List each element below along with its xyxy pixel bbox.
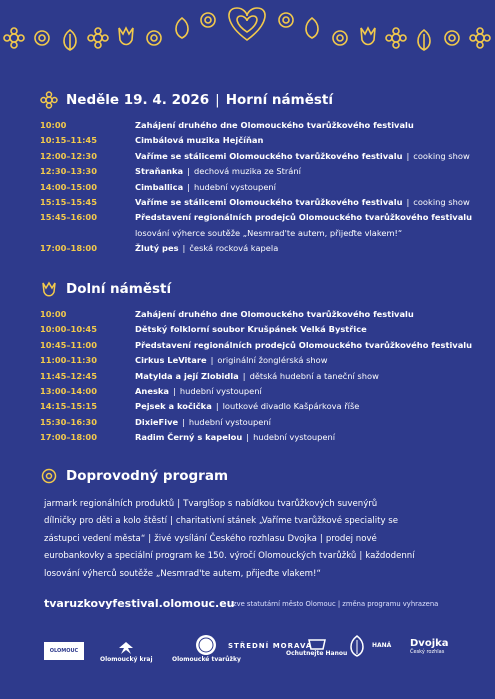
program-line (44, 566, 471, 583)
event-name: Pejsek a kočička (135, 401, 212, 412)
tulip-icon (119, 28, 133, 45)
dvojka-logo: Dvojka Český rozhlas (410, 638, 449, 655)
program-item: eurobankovky a speciální program ke 150. výročí Olomouckých tvarůžků (44, 551, 357, 562)
flower-icon (88, 28, 108, 48)
program-item: jarmark regionálních produktů (44, 499, 175, 509)
olomoucky-kraj-logo: Olomoucký kraj (100, 640, 153, 663)
separator: | (359, 551, 363, 562)
event-time: 14:15–15:15 (40, 401, 97, 412)
program-item: dílničky pro děti a kolo štěstí (44, 516, 167, 527)
separator: | (210, 355, 214, 366)
event-time: 10:15–11:45 (40, 135, 97, 146)
event-name: Aneska (135, 386, 170, 397)
event-description: cooking show (413, 197, 470, 208)
event-name: Cimbálová muzika Hejčíňan (135, 135, 264, 146)
program-item: losování výherců soutěže „Nesmrad'te autem, přijeďte vlakem!“ (44, 568, 321, 579)
separator: | (169, 516, 173, 527)
event-name: Cimballica (135, 181, 184, 192)
schedule-row (40, 195, 471, 210)
program-line (44, 531, 471, 548)
program-description (44, 496, 471, 583)
event-name: Cirkus LeVitare (135, 355, 207, 366)
schedule-list (40, 118, 471, 257)
flower-icon (333, 31, 347, 45)
seal-icon (195, 634, 217, 656)
flower-icon (201, 13, 215, 27)
schedule-row (40, 118, 471, 133)
event-name: Představení regionálních prodejců Olomouckého tvarůžkového festivalu (135, 339, 473, 350)
event-name: Vaříme se stálicemi Olomouckého tvarůžkového festivalu (135, 150, 403, 161)
event-time: 12:30–13:30 (40, 166, 97, 177)
separator: | (187, 181, 190, 192)
schedule-row (40, 307, 471, 322)
event-time: 15:30–16:30 (40, 416, 97, 427)
sponsor-logos (0, 630, 495, 678)
event-name: Zahájení druhého dne Olomouckého tvarůžkového festivalu (135, 309, 414, 319)
program-line (44, 548, 471, 565)
event-time: 17:00–18:00 (40, 243, 97, 254)
event-time: 10:00 (40, 120, 67, 130)
leaf-icon (306, 18, 318, 38)
schedule-row (40, 241, 471, 256)
footer-note: zve statutární město Olomouc | změna programu vyhrazena (233, 600, 439, 608)
event-time: 11:00–11:30 (40, 355, 97, 366)
flower-icon (40, 91, 58, 109)
schedule-row (40, 133, 471, 148)
section-date: Neděle 19. 4. 2026 (66, 92, 210, 108)
flower-icon (386, 28, 406, 48)
program-item: každodenní (365, 551, 415, 562)
event-description: originální žonglérská show (217, 355, 328, 366)
program-line (44, 496, 471, 513)
event-time: 12:00–12:30 (40, 150, 97, 161)
schedule-row (40, 180, 471, 195)
flower-icon (470, 28, 490, 48)
program-item: charitativní stánek „Vaříme tvarůžkové speciality se (175, 516, 399, 527)
eagle-icon (115, 640, 137, 656)
schedule-row (40, 399, 471, 414)
separator: | (182, 243, 186, 254)
event-description: losování výherce soutěže „Nesmrad'te autem, přijeďte vlakem!“ (135, 227, 403, 238)
schedule-row (40, 322, 471, 337)
tulip-icon (361, 28, 375, 45)
separator: | (177, 499, 181, 509)
program-item: zástupci vedení města“ (44, 533, 146, 544)
event-time: 15:45–16:00 (40, 212, 97, 223)
separator: | (246, 432, 250, 443)
event-name: Radim Černý s kapelou (135, 432, 243, 443)
section-place: Horní náměstí (225, 92, 333, 108)
separator: | (319, 533, 323, 544)
schedule-row (40, 210, 471, 225)
tulip-icon (40, 280, 58, 298)
ochutnejte-hanou-logo: Ochutnejte Hanou (286, 638, 347, 657)
event-name: Žlutý pes (135, 243, 179, 254)
program-item: živé vysílání Českého rozhlasu Dvojka (154, 533, 317, 544)
flower-icon (40, 467, 58, 485)
event-name: Zahájení druhého dne Olomouckého tvarůžkového festivalu (135, 120, 414, 130)
flower-icon (147, 31, 161, 45)
pot-icon (306, 638, 328, 650)
event-description: česká rocková kapela (189, 243, 279, 254)
event-name: Vaříme se stálicemi Olomouckého tvarůžkového festivalu (135, 197, 403, 208)
event-name: DixieFive (135, 416, 179, 427)
event-description: cooking show (413, 150, 470, 161)
separator: | (406, 150, 410, 161)
olomouc-logo: OLOMOUC (44, 642, 84, 660)
section-title (40, 279, 471, 299)
event-time: 17:00–18:00 (40, 432, 97, 443)
program-section (44, 466, 471, 583)
event-description: loutkové divadlo Kašpárkova říše (222, 401, 360, 412)
event-description: hudební vystoupení (188, 416, 271, 427)
schedule-row (40, 149, 471, 164)
program-item: Tvarglšop s nabídkou tvarůžkových suvenýrů (183, 499, 378, 509)
event-time: 15:15–15:45 (40, 197, 97, 208)
event-description: dětská hudební a taneční show (249, 370, 379, 381)
hana-logo (346, 634, 368, 658)
event-name: Straňanka (135, 166, 184, 177)
schedule-row (40, 415, 471, 430)
decorative-ornament-band (0, 0, 495, 54)
hana-logo-text: HANÁ (372, 642, 392, 649)
tvaruzky-logo: Olomoucké tvarůžky (172, 634, 241, 663)
leaf-icon (418, 30, 430, 50)
schedule-row (40, 353, 471, 368)
event-time: 10:45–11:00 (40, 339, 97, 350)
schedule-row (40, 430, 471, 445)
flower-icon (35, 31, 49, 45)
schedule-row (40, 164, 471, 179)
event-name: Matylda a její Zlobidla (135, 370, 239, 381)
event-name: Představení regionálních prodejců Olomouckého tvarůžkového festivalu (135, 212, 473, 223)
event-description: hudební vystoupení (179, 386, 262, 397)
event-description: dechová muzika ze Strání (193, 166, 301, 177)
separator: | (182, 416, 185, 427)
event-time: 14:00–15:00 (40, 181, 97, 192)
separator: | (187, 166, 190, 177)
section-title (40, 466, 471, 486)
event-time: 10:00 (40, 309, 67, 319)
separator: | (148, 533, 152, 544)
program-item: prodej nové (325, 533, 377, 544)
flower-icon (4, 28, 24, 48)
festival-url-link[interactable]: tvaruzkovyfestival.olomouc.eu (44, 597, 235, 610)
program-line (44, 513, 471, 530)
separator: | (242, 370, 246, 381)
ornament-icon (346, 634, 368, 658)
schedule-row (40, 384, 471, 399)
flower-icon (279, 13, 293, 27)
separator: | (173, 386, 176, 397)
schedule-list (40, 307, 471, 446)
heart-icon (229, 8, 265, 40)
flower-icon (445, 31, 459, 45)
section-title (40, 90, 471, 110)
schedule-row (40, 338, 471, 353)
section-place: Dolní náměstí (66, 281, 172, 297)
separator: | (215, 92, 220, 108)
event-time: 11:45–12:45 (40, 370, 97, 381)
event-description: hudební vystoupení (253, 432, 336, 443)
event-name: Dětský folklorní soubor Krušpánek Velká Bystřice (135, 324, 367, 335)
leaf-icon (64, 30, 76, 50)
program-title: Doprovodný program (66, 468, 229, 484)
schedule-section-horni (40, 90, 471, 257)
event-time: 10:00–10:45 (40, 324, 97, 335)
separator: | (215, 401, 219, 412)
stredni-morava-logo: STŘEDNÍ MORAVA (228, 642, 313, 650)
leaf-icon (176, 18, 188, 38)
event-time: 13:00–14:00 (40, 386, 97, 397)
event-description: hudební vystoupení (193, 181, 276, 192)
schedule-row (40, 226, 471, 241)
schedule-row (40, 369, 471, 384)
separator: | (406, 197, 410, 208)
schedule-section-dolni (40, 279, 471, 446)
